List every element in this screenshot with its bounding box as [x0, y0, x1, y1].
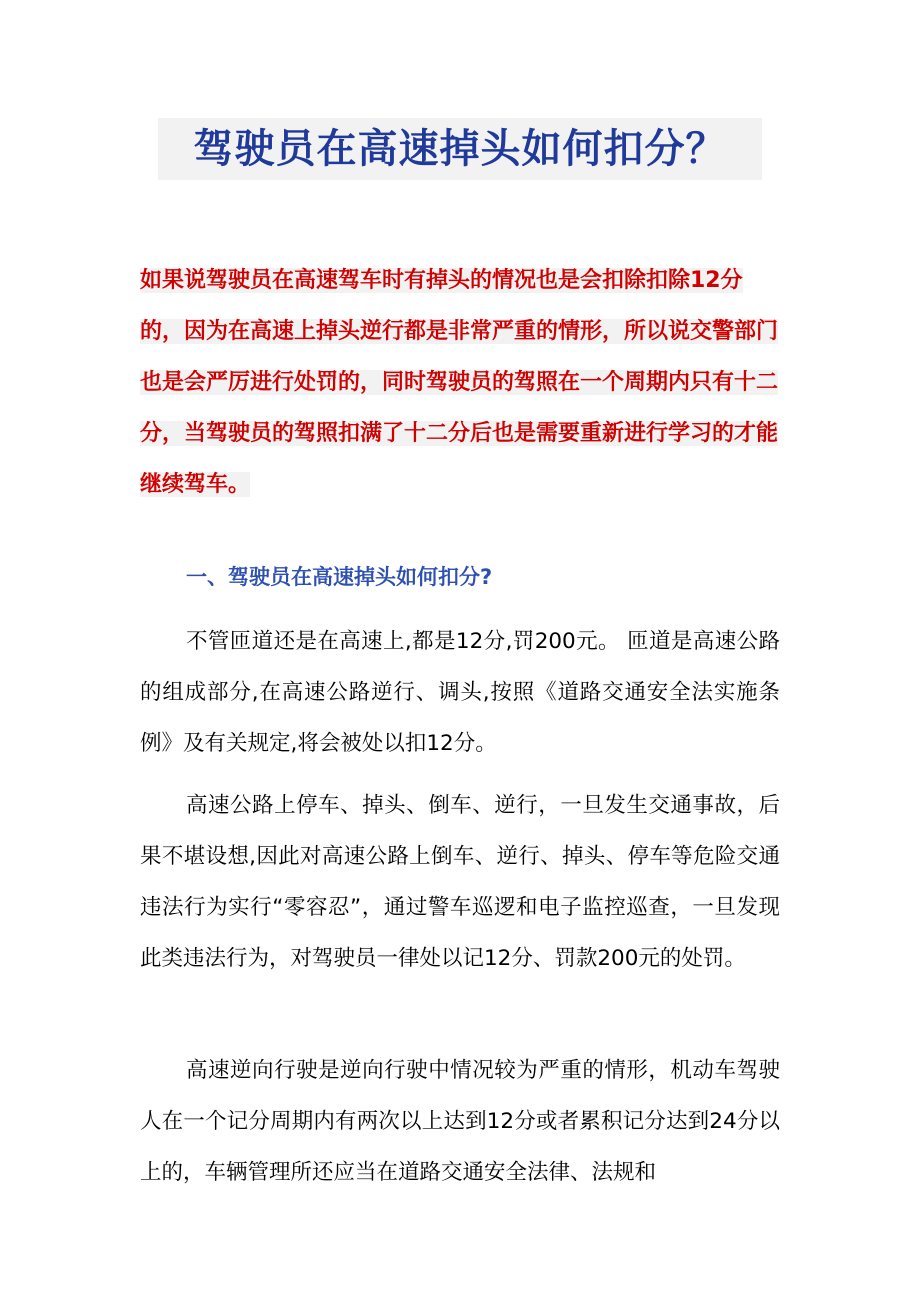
intro-paragraph: [140, 255, 780, 510]
section-heading: 一、驾驶员在高速掉头如何扣分?: [186, 565, 493, 589]
body-paragraph-2: 高速公路上停车、掉头、倒车、逆行，一旦发生交通事故，后果不堪设想,因此对高速公路上倒车、逆行、掉头、停车等危险交通违法行为实行“零容忍”，通过警车巡逻和电子监控巡查，一旦发现此类违法行为，对驾驶员一律处以记12分、罚款200元的处罚。: [140, 793, 780, 971]
intro-text: 如果说驾驶员在高速驾车时有掉头的情况也是会扣除扣除12分的，因为在高速上掉头逆行都是非常严重的情形，所以说交警部门也是会严厉进行处罚的，同时驾驶员的驾照在一个周期内只有十二分，当驾驶员的驾照扣满了十二分后也是需要重新进行学习的才能继续驾车。: [140, 268, 779, 497]
document-title: 驾驶员在高速掉头如何扣分？: [158, 118, 762, 180]
body-paragraph-1: 不管匝道还是在高速上,都是12分,罚200元。 匝道是高速公路的组成部分,在高速公路逆行、调头,按照《道路交通安全法实施条例》及有关规定,将会被处以扣12分。: [140, 629, 780, 756]
body-paragraph-3: 高速逆向行驶是逆向行驶中情况较为严重的情形，机动车驾驶人在一个记分周期内有两次以上达到12分或者累积记分达到24分以上的，车辆管理所还应当在道路交通安全法律、法规和: [140, 1058, 780, 1185]
